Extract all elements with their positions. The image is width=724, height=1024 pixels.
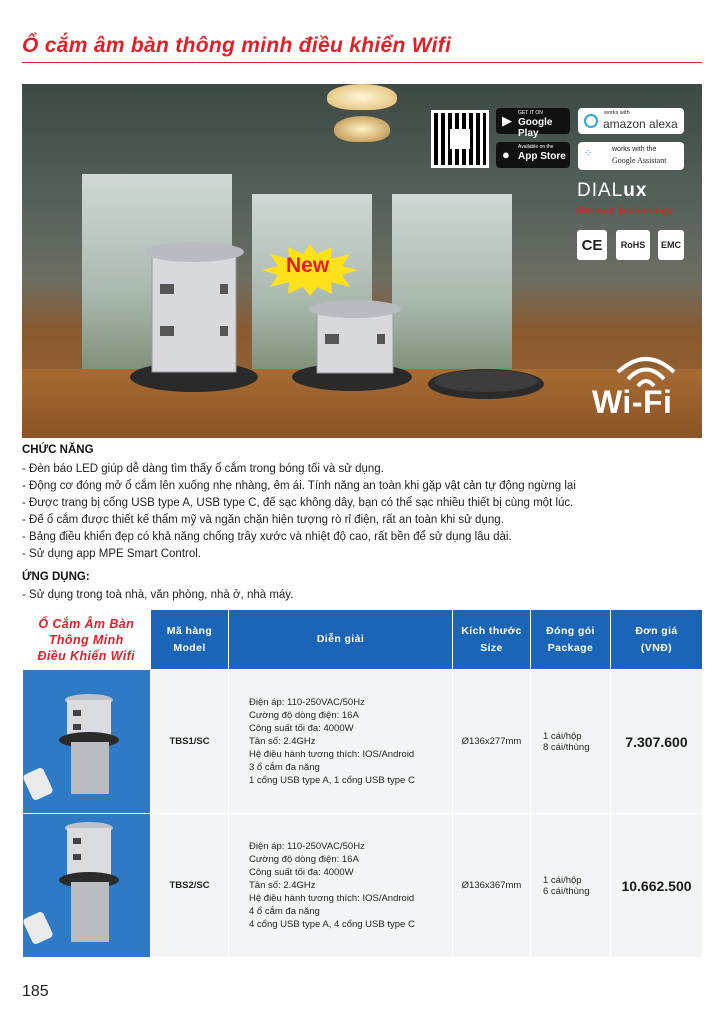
size-cell: Ø136x277mm [453,670,531,814]
table-header-row [23,610,703,670]
google-play-badge: ▶ GET IT ON Google Play [496,108,570,134]
apple-icon: ● [502,147,510,162]
application-item: - Sử dụng trong toà nhà, văn phòng, nhà ở, nhà máy. [22,589,294,601]
price-header: Đơn giá (VNĐ) [611,610,703,670]
size-cell: Ø136x367mm [453,814,531,958]
page-title: Ổ cắm âm bàn thông minh điều khiển Wifi [22,34,452,57]
new-label: New [286,254,330,277]
package-header: Đóng gói Package [531,610,611,670]
app-store-badge: ● Available on the App Store [496,142,570,168]
hero-image [22,84,702,438]
emc-icon: EMC [658,230,684,260]
product-image [23,814,151,958]
features-heading: CHỨC NĂNG [22,444,94,456]
qr-code-icon [431,110,489,168]
feature-item: - Động cơ đóng mở ổ cắm lên xuống nhẹ nhàng, êm ái. Tính năng an toàn khi gặp vật cản tự động ngừng lại [22,480,576,492]
product-table [22,609,703,958]
price-cell: 7.307.600 [611,670,703,814]
package-cell: 1 cái/hộp 8 cái/thùng [531,670,611,814]
german-technology-label: German Technology [577,206,673,217]
table-row [23,670,703,814]
applications-heading: ỨNG DỤNG: [22,571,90,583]
model-header: Mã hàng Model [151,610,229,670]
package-cell: 1 cái/hộp 6 cái/thùng [531,814,611,958]
product-image [23,670,151,814]
feature-item: - Sử dụng app MPE Smart Control. [22,548,201,560]
ceiling-lamp [327,84,397,110]
wireless-charger-illustration [424,366,548,402]
tbs2-product-illustration [23,814,149,954]
tbs1-product-illustration [23,670,149,810]
page-number: 185 [22,983,49,1000]
google-assistant-icon: ⁘ [584,148,593,159]
feature-item: - Được trang bị cổng USB type A, USB type C, đế sạc không dây, bạn có thể sạc nhiều thiết bị cùng một lúc. [22,497,574,509]
model-cell: TBS1/SC [151,670,229,814]
wifi-icon [614,352,678,388]
feature-item: - Bảng điều khiển đẹp có khả năng chống trầy xước và nhiệt độ cao, rất bền để sử dụng lâu dài. [22,531,512,543]
google-play-icon: ▶ [502,113,512,128]
ceiling-lamp [334,116,390,142]
table-row [23,814,703,958]
description-cell: Điện áp: 110-250VAC/50Hz Cường độ dòng điện: 16A Công suất tối đa: 4000W Tần số: 2.4GHz Hệ điều hành tương thích: IOS/Android 4 ổ cắm đa năng 4 cổng USB type A, 4 cổng USB type C [229,814,453,958]
rohs-icon: RoHS [616,230,650,260]
feature-item: - Đế ổ cắm được thiết kế thẩm mỹ và ngăn chặn hiện tượng rò rỉ điện, rất an toàn khi sử dụng. [22,514,504,526]
description-cell: Điện áp: 110-250VAC/50Hz Cường độ dòng điện: 16A Công suất tối đa: 4000W Tần số: 2.4GHz Hệ điều hành tương thích: IOS/Android 3 ổ cắm đa năng 1 cổng USB type A, 1 cổng USB type C [229,670,453,814]
alexa-badge: works with amazon alexa [578,108,684,134]
dialux-logo: DIALux [577,180,648,201]
size-header: Kích thước Size [453,610,531,670]
ce-mark-icon: CE [577,230,607,260]
title-divider [22,62,702,63]
features-list [22,461,576,563]
model-cell: TBS2/SC [151,814,229,958]
product-name-header: Ổ Cắm Âm Bàn Thông Minh Điều Khiển Wifi [23,610,151,670]
feature-item: - Đèn báo LED giúp dễ dàng tìm thấy ổ cắm trong bóng tối và sử dụng. [22,463,384,475]
description-header: Diễn giải [229,610,453,670]
alexa-icon [584,114,598,128]
applications-list [22,587,293,604]
price-cell: 10.662.500 [611,814,703,958]
wifi-label: Wi-Fi [592,384,673,420]
google-assistant-badge: ⁘ works with the Google Assistant [578,142,684,170]
